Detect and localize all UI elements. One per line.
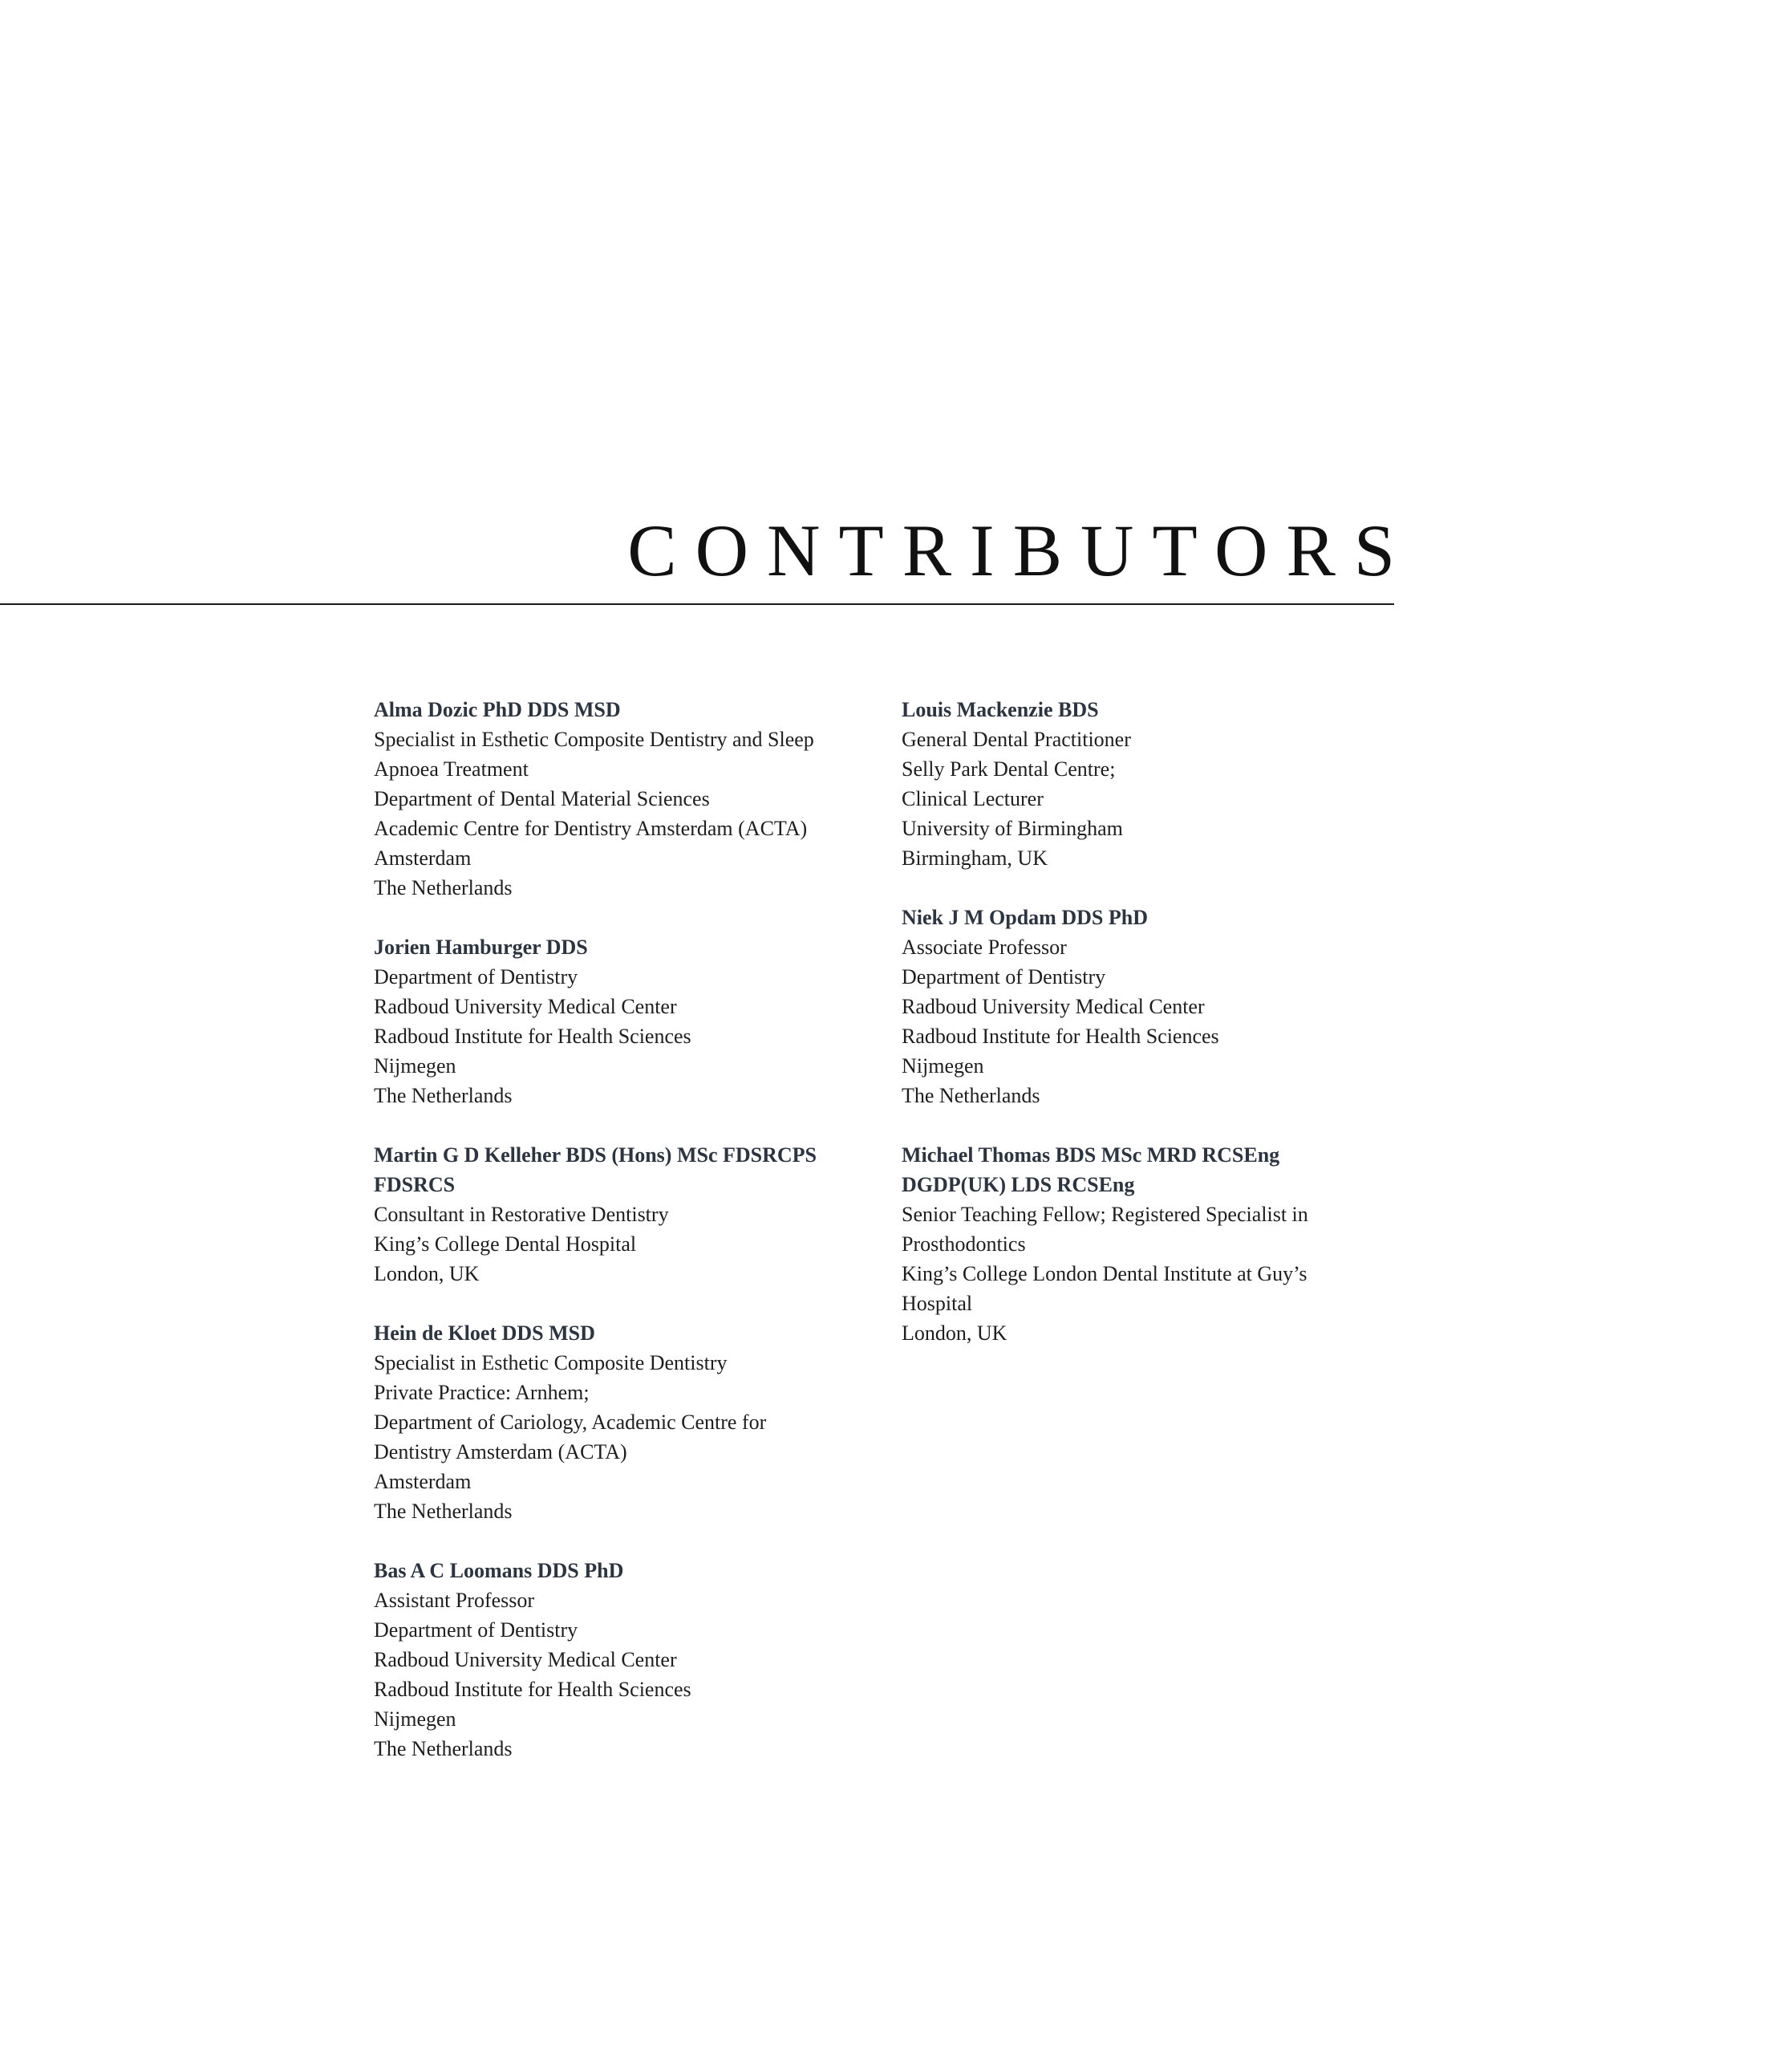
contributor-affiliation-line: Nijmegen bbox=[374, 1707, 456, 1731]
contributor-affiliation-line: Department of Dental Material Sciences bbox=[374, 787, 710, 810]
contributor-name: Hein de Kloet DDS MSD bbox=[374, 1321, 595, 1345]
contributor-entry bbox=[902, 903, 1399, 1110]
contributor-affiliation-line: King’s College London Dental Institute at Guy’s bbox=[902, 1262, 1308, 1285]
contributor-affiliation-line: Department of Dentistry bbox=[374, 965, 578, 988]
contributor-affiliation-line: Selly Park Dental Centre; bbox=[902, 757, 1116, 781]
contributor-affiliation-line: The Netherlands bbox=[374, 1084, 513, 1107]
contributor-affiliation-line: Specialist in Esthetic Composite Dentistry and Sleep bbox=[374, 728, 814, 751]
contributor-affiliation-line: Radboud Institute for Health Sciences bbox=[374, 1678, 691, 1701]
contributor-affiliation-line: Department of Dentistry bbox=[902, 965, 1106, 988]
contributor-affiliation-line: Nijmegen bbox=[902, 1054, 984, 1078]
contributor-affiliation-line: The Netherlands bbox=[374, 1500, 513, 1523]
contributor-affiliation-line: Hospital bbox=[902, 1292, 973, 1315]
contributor-affiliation-line: Private Practice: Arnhem; bbox=[374, 1381, 590, 1404]
contributor-affiliation-line: Apnoea Treatment bbox=[374, 757, 529, 781]
contributor-affiliation-line: Clinical Lecturer bbox=[902, 787, 1044, 810]
contributor-affiliation-line: London, UK bbox=[374, 1262, 480, 1285]
contributor-affiliation-line: London, UK bbox=[902, 1321, 1007, 1345]
contributors-column-right bbox=[902, 695, 1399, 1378]
contributor-name: Niek J M Opdam DDS PhD bbox=[902, 906, 1148, 929]
contributor-affiliation-line: The Netherlands bbox=[374, 1737, 513, 1760]
contributor-name: Martin G D Kelleher BDS (Hons) MSc FDSRCPS bbox=[374, 1143, 817, 1167]
contributor-affiliation-line: Senior Teaching Fellow; Registered Specialist in bbox=[902, 1203, 1308, 1226]
contributors-column-left bbox=[374, 695, 871, 1793]
contributor-name: Louis Mackenzie BDS bbox=[902, 698, 1099, 721]
contributor-entry bbox=[374, 1140, 871, 1289]
contributor-affiliation-line: Consultant in Restorative Dentistry bbox=[374, 1203, 669, 1226]
contributor-affiliation-line: Department of Cariology, Academic Centre for bbox=[374, 1411, 767, 1434]
title-divider bbox=[0, 603, 1394, 605]
contributor-name-continued: FDSRCS bbox=[374, 1173, 456, 1196]
contributor-affiliation-line: The Netherlands bbox=[374, 876, 513, 899]
contributor-affiliation-line: Specialist in Esthetic Composite Dentistry bbox=[374, 1351, 728, 1374]
contributor-affiliation-line: Radboud University Medical Center bbox=[374, 995, 677, 1018]
contributor-affiliation-line: King’s College Dental Hospital bbox=[374, 1232, 637, 1256]
contributor-affiliation-line: Radboud Institute for Health Sciences bbox=[902, 1025, 1219, 1048]
contributor-affiliation-line: The Netherlands bbox=[902, 1084, 1040, 1107]
contributor-affiliation-line: Amsterdam bbox=[374, 1470, 472, 1493]
contributor-name: Bas A C Loomans DDS PhD bbox=[374, 1559, 624, 1582]
page-title: CONTRIBUTORS bbox=[627, 509, 1413, 591]
contributor-affiliation-line: Assistant Professor bbox=[374, 1589, 535, 1612]
contributor-entry bbox=[374, 695, 871, 903]
contributor-entry bbox=[374, 1318, 871, 1526]
contributor-affiliation-line: General Dental Practitioner bbox=[902, 728, 1131, 751]
contributor-entry bbox=[902, 695, 1399, 873]
contributor-affiliation-line: Amsterdam bbox=[374, 846, 472, 870]
contributor-name: Michael Thomas BDS MSc MRD RCSEng bbox=[902, 1143, 1280, 1167]
contributor-entry bbox=[374, 932, 871, 1110]
contributor-name: Jorien Hamburger DDS bbox=[374, 936, 588, 959]
contributor-name-continued: DGDP(UK) LDS RCSEng bbox=[902, 1173, 1135, 1196]
contributor-name: Alma Dozic PhD DDS MSD bbox=[374, 698, 621, 721]
contributor-affiliation-line: Department of Dentistry bbox=[374, 1618, 578, 1642]
contributor-affiliation-line: Nijmegen bbox=[374, 1054, 456, 1078]
contributor-affiliation-line: Radboud University Medical Center bbox=[902, 995, 1205, 1018]
contributor-affiliation-line: Radboud University Medical Center bbox=[374, 1648, 677, 1671]
contributor-entry bbox=[374, 1556, 871, 1764]
contributor-affiliation-line: Academic Centre for Dentistry Amsterdam (ACTA) bbox=[374, 817, 808, 840]
contributor-entry bbox=[902, 1140, 1399, 1348]
contributor-affiliation-line: Birmingham, UK bbox=[902, 846, 1048, 870]
contributor-affiliation-line: Associate Professor bbox=[902, 936, 1067, 959]
contributor-affiliation-line: Radboud Institute for Health Sciences bbox=[374, 1025, 691, 1048]
contributor-affiliation-line: Prosthodontics bbox=[902, 1232, 1026, 1256]
contributor-affiliation-line: Dentistry Amsterdam (ACTA) bbox=[374, 1440, 627, 1463]
contributor-affiliation-line: University of Birmingham bbox=[902, 817, 1123, 840]
